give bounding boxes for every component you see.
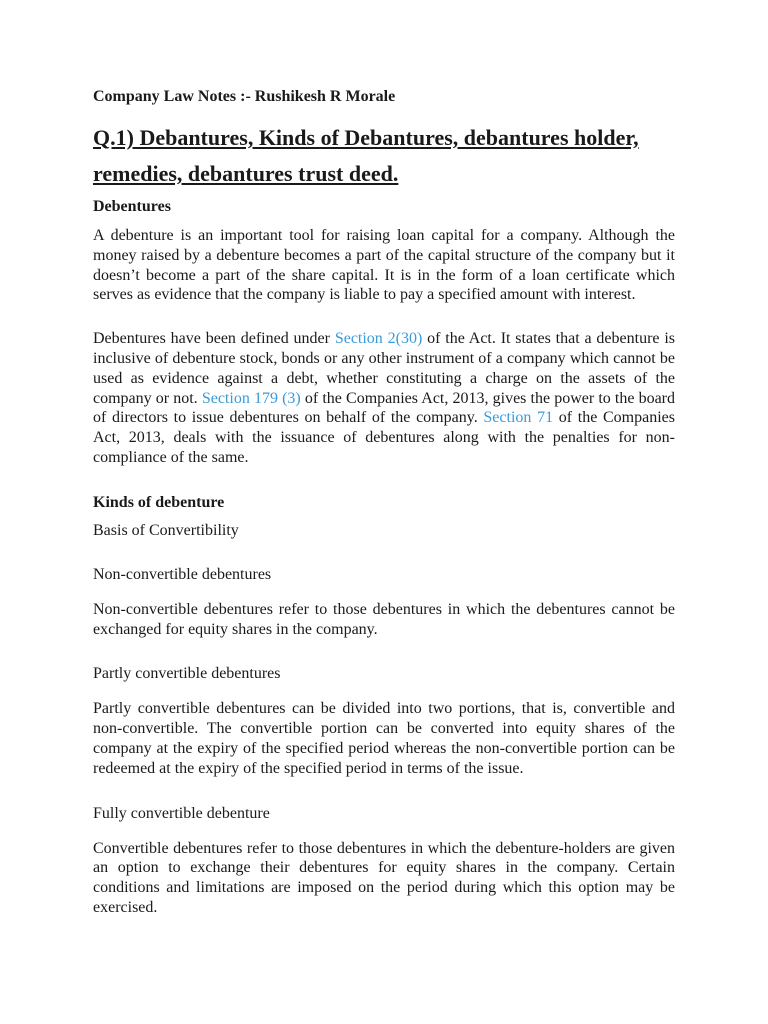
notes-title: Company Law Notes :- Rushikesh R Morale bbox=[93, 88, 396, 105]
para2-text-1: Debentures have been defined under bbox=[93, 330, 335, 348]
section-179-3-link[interactable]: Section 179 (3) bbox=[201, 389, 301, 407]
question-title bbox=[93, 120, 675, 192]
para2-text-4: of the Companies Act, 2013, deals with the issuance of debentures along with the penalties for non-compliance of the same. bbox=[93, 409, 676, 466]
para2-text-3: of the Companies Act, 2013, gives the power to the board of directors to issue debentures on behalf of the company. bbox=[93, 389, 676, 427]
debentures-legal-paragraph bbox=[93, 329, 675, 468]
basis-of-convertibility-label: Basis of Convertibility bbox=[93, 521, 239, 539]
non-convertible-label: Non-convertible debentures bbox=[93, 565, 272, 583]
section-2-30-link[interactable]: Section 2(30) bbox=[334, 330, 423, 348]
fully-convertible-label: Fully convertible debenture bbox=[93, 804, 270, 822]
partly-convertible-label: Partly convertible debentures bbox=[93, 665, 281, 683]
debentures-heading: Debentures bbox=[93, 198, 171, 215]
question-title-line1: Q.1) Debantures, Kinds of Debantures, debantures holder, bbox=[93, 125, 639, 150]
section-71-link[interactable]: Section 71 bbox=[483, 409, 554, 427]
question-title-line2: remedies, debantures trust deed. bbox=[93, 161, 399, 186]
fully-convertible-paragraph: Convertible debentures refer to those debentures in which the debenture-holders are given an option to exchange their debentures for equity shares in the company. Certain conditions and limitations are imposed on the period during which this option may be exercised. bbox=[93, 839, 675, 916]
kinds-heading: Kinds of debenture bbox=[93, 493, 225, 511]
debentures-definition-paragraph: A debenture is an important tool for raising loan capital for a company. Although the money raised by a debenture becomes a part of the capital structure of the company but it doesn’t become a part of the share capital. It is in the form of a loan certificate which serves as evidence that the company is liable to pay a specified amount with interest. bbox=[93, 227, 675, 304]
non-convertible-paragraph: Non-convertible debentures refer to those debentures in which the debentures cannot be exchanged for equity shares in the company. bbox=[93, 600, 675, 638]
para2-text-2: of the Act. It states that a debenture is inclusive of debenture stock, bonds or any other instrument of a company which cannot be used as evidence against a debt, whether constituting a charge on the assets of the company or not. bbox=[93, 330, 675, 407]
partly-convertible-paragraph: Partly convertible debentures can be divided into two portions, that is, convertible and non-convertible. The convertible portion can be converted into equity shares of the company at the expiry of the specified period whereas the non-convertible portion can be redeemed at the expiry of the specified period in terms of the issue. bbox=[93, 700, 675, 777]
